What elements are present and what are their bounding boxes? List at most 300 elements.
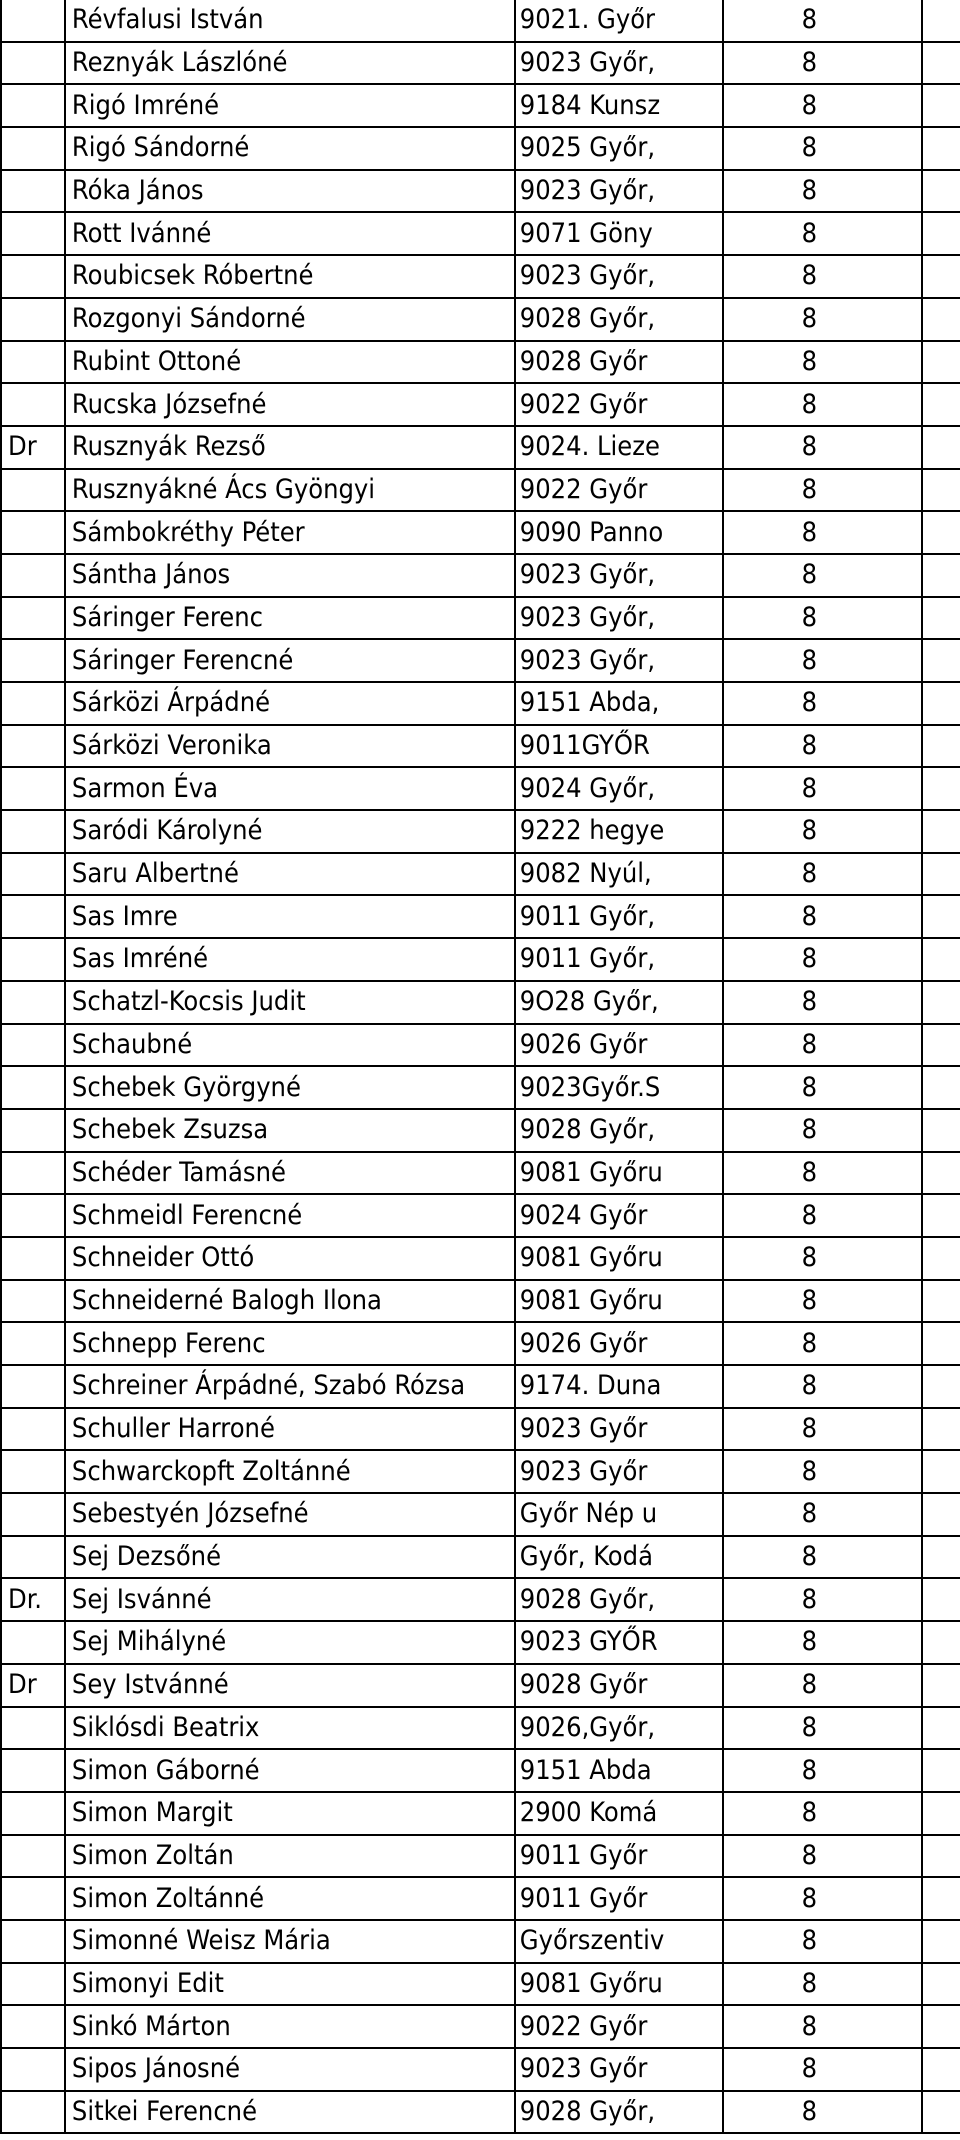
address-cell[interactable]: 9081 Győru	[515, 1152, 723, 1195]
name-cell[interactable]: Sey Istvánné	[65, 1664, 515, 1707]
name-cell[interactable]: Schebek Zsuzsa	[65, 1109, 515, 1152]
table-row	[1, 2091, 960, 2134]
address-cell[interactable]: 9023 Győr,	[515, 170, 723, 213]
value-cell[interactable]: 8	[723, 1322, 923, 1365]
table-row	[1, 853, 960, 896]
prefix-cell[interactable]	[1, 127, 65, 170]
name-cell[interactable]: Roubicsek Róbertné	[65, 255, 515, 298]
value-cell[interactable]: 8	[723, 1493, 923, 1536]
blank-cell[interactable]	[922, 1963, 960, 2006]
name-cell[interactable]: Simon Zoltán	[65, 1835, 515, 1878]
table-row	[1, 298, 960, 341]
name-cell[interactable]: Rott Ivánné	[65, 212, 515, 255]
prefix-cell[interactable]	[1, 1621, 65, 1664]
table-row	[1, 1877, 960, 1920]
blank-cell[interactable]	[922, 212, 960, 255]
table-row	[1, 1664, 960, 1707]
blank-cell[interactable]	[922, 426, 960, 469]
prefix-cell[interactable]	[1, 383, 65, 426]
blank-cell[interactable]	[922, 1493, 960, 1536]
value-cell[interactable]: 8	[723, 469, 923, 512]
blank-cell[interactable]	[922, 1707, 960, 1750]
name-cell[interactable]: Sej Dezsőné	[65, 1536, 515, 1579]
blank-cell[interactable]	[922, 1109, 960, 1152]
blank-cell[interactable]	[922, 1450, 960, 1493]
blank-cell[interactable]	[922, 383, 960, 426]
value-cell[interactable]: 8	[723, 1792, 923, 1835]
address-cell[interactable]: 9026 Győr	[515, 1322, 723, 1365]
table-row	[1, 1237, 960, 1280]
blank-cell[interactable]	[922, 0, 960, 42]
address-cell[interactable]: 9023 GYŐR	[515, 1621, 723, 1664]
value-cell[interactable]: 8	[723, 1365, 923, 1408]
table-row	[1, 1621, 960, 1664]
table-row	[1, 212, 960, 255]
address-cell[interactable]: 9082 Nyúl,	[515, 853, 723, 896]
name-cell[interactable]: Simonné Weisz Mária	[65, 1920, 515, 1963]
table-row	[1, 1066, 960, 1109]
value-cell[interactable]: 8	[723, 810, 923, 853]
blank-cell[interactable]	[922, 810, 960, 853]
address-cell[interactable]: 9028 Győr,	[515, 1578, 723, 1621]
name-cell[interactable]: Sáringer Ferencné	[65, 639, 515, 682]
blank-cell[interactable]	[922, 1152, 960, 1195]
name-cell[interactable]: Sántha János	[65, 554, 515, 597]
address-cell[interactable]: 9023 Győr,	[515, 42, 723, 85]
table-row	[1, 1920, 960, 1963]
name-cell[interactable]: Reznyák Lászlóné	[65, 42, 515, 85]
name-cell[interactable]: Schebek Györgyné	[65, 1066, 515, 1109]
blank-cell[interactable]	[922, 895, 960, 938]
name-cell[interactable]: Schreiner Árpádné, Szabó Rózsa	[65, 1365, 515, 1408]
prefix-cell[interactable]	[1, 895, 65, 938]
prefix-cell[interactable]	[1, 1450, 65, 1493]
prefix-cell[interactable]	[1, 1109, 65, 1152]
blank-cell[interactable]	[922, 1365, 960, 1408]
address-cell[interactable]: 9023 Győr	[515, 1450, 723, 1493]
table-row	[1, 938, 960, 981]
name-cell[interactable]: Simon Margit	[65, 1792, 515, 1835]
address-cell[interactable]: 9024 Győr	[515, 1194, 723, 1237]
value-cell[interactable]: 8	[723, 1109, 923, 1152]
name-cell[interactable]: Sipos Jánosné	[65, 2048, 515, 2091]
prefix-cell[interactable]	[1, 639, 65, 682]
blank-cell[interactable]	[922, 1920, 960, 1963]
prefix-cell[interactable]	[1, 511, 65, 554]
prefix-cell[interactable]	[1, 1280, 65, 1323]
prefix-cell[interactable]	[1, 84, 65, 127]
table-row	[1, 1280, 960, 1323]
value-cell[interactable]: 8	[723, 341, 923, 384]
address-cell[interactable]: 9028 Győr,	[515, 2091, 723, 2134]
prefix-cell[interactable]	[1, 170, 65, 213]
address-cell[interactable]: 9174. Duna	[515, 1365, 723, 1408]
name-cell[interactable]: Sej Mihályné	[65, 1621, 515, 1664]
prefix-cell[interactable]	[1, 469, 65, 512]
value-cell[interactable]: 8	[723, 2091, 923, 2134]
address-cell[interactable]: 9023 Győr,	[515, 255, 723, 298]
blank-cell[interactable]	[922, 597, 960, 640]
table-row	[1, 554, 960, 597]
name-cell[interactable]: Saru Albertné	[65, 853, 515, 896]
name-cell[interactable]: Simon Gáborné	[65, 1749, 515, 1792]
value-cell[interactable]: 8	[723, 42, 923, 85]
address-cell[interactable]: 9022 Győr	[515, 2005, 723, 2048]
prefix-cell[interactable]	[1, 1877, 65, 1920]
name-cell[interactable]: Schuller Harroné	[65, 1408, 515, 1451]
table-row	[1, 1963, 960, 2006]
name-cell[interactable]: Rozgonyi Sándorné	[65, 298, 515, 341]
name-cell[interactable]: Sarmon Éva	[65, 767, 515, 810]
blank-cell[interactable]	[922, 1536, 960, 1579]
address-cell[interactable]: 9090 Panno	[515, 511, 723, 554]
address-cell[interactable]: 9011 Győr	[515, 1835, 723, 1878]
blank-cell[interactable]	[922, 554, 960, 597]
value-cell[interactable]: 8	[723, 212, 923, 255]
value-cell[interactable]: 8	[723, 1621, 923, 1664]
prefix-cell[interactable]	[1, 2005, 65, 2048]
table-row	[1, 127, 960, 170]
table-row	[1, 682, 960, 725]
blank-cell[interactable]	[922, 84, 960, 127]
value-cell[interactable]: 8	[723, 853, 923, 896]
blank-cell[interactable]	[922, 1237, 960, 1280]
prefix-cell[interactable]	[1, 1194, 65, 1237]
value-cell[interactable]: 8	[723, 1194, 923, 1237]
prefix-cell[interactable]	[1, 1024, 65, 1067]
prefix-cell[interactable]	[1, 298, 65, 341]
value-cell[interactable]: 8	[723, 767, 923, 810]
blank-cell[interactable]	[922, 1749, 960, 1792]
value-cell[interactable]: 8	[723, 1066, 923, 1109]
name-cell[interactable]: Sárközi Árpádné	[65, 682, 515, 725]
name-cell[interactable]: Siklósdi Beatrix	[65, 1707, 515, 1750]
table-row	[1, 383, 960, 426]
blank-cell[interactable]	[922, 170, 960, 213]
table-row	[1, 1365, 960, 1408]
name-cell[interactable]: Sáringer Ferenc	[65, 597, 515, 640]
address-cell[interactable]: 9022 Győr	[515, 383, 723, 426]
address-cell[interactable]: 9021. Győr	[515, 0, 723, 42]
prefix-cell[interactable]	[1, 42, 65, 85]
blank-cell[interactable]	[922, 1280, 960, 1323]
value-cell[interactable]: 8	[723, 895, 923, 938]
value-cell[interactable]: 8	[723, 981, 923, 1024]
value-cell[interactable]: 8	[723, 1749, 923, 1792]
prefix-cell[interactable]	[1, 1322, 65, 1365]
table-row	[1, 170, 960, 213]
blank-cell[interactable]	[922, 725, 960, 768]
table-row	[1, 2048, 960, 2091]
table-row	[1, 2005, 960, 2048]
value-cell[interactable]: 8	[723, 1707, 923, 1750]
value-cell[interactable]: 8	[723, 127, 923, 170]
table-row	[1, 0, 960, 42]
address-cell[interactable]: 9026,Győr,	[515, 1707, 723, 1750]
blank-cell[interactable]	[922, 2048, 960, 2091]
name-cell[interactable]: Sas Imréné	[65, 938, 515, 981]
table-row	[1, 1749, 960, 1792]
address-cell[interactable]: 9023 Győr,	[515, 597, 723, 640]
name-cell[interactable]: Sitkei Ferencné	[65, 2091, 515, 2134]
value-cell[interactable]: 8	[723, 554, 923, 597]
value-cell[interactable]: 8	[723, 1835, 923, 1878]
name-cell[interactable]: Schmeidl Ferencné	[65, 1194, 515, 1237]
prefix-cell[interactable]	[1, 725, 65, 768]
table-row	[1, 1024, 960, 1067]
name-cell[interactable]: Rusznyákné Ács Gyöngyi	[65, 469, 515, 512]
prefix-cell[interactable]	[1, 1237, 65, 1280]
value-cell[interactable]: 8	[723, 255, 923, 298]
name-cell[interactable]: Rucska Józsefné	[65, 383, 515, 426]
name-cell[interactable]: Schneiderné Balogh Ilona	[65, 1280, 515, 1323]
prefix-cell[interactable]	[1, 1408, 65, 1451]
value-cell[interactable]: 8	[723, 1024, 923, 1067]
value-cell[interactable]: 8	[723, 938, 923, 981]
prefix-cell[interactable]	[1, 1152, 65, 1195]
prefix-cell[interactable]	[1, 1963, 65, 2006]
name-cell[interactable]: Schaubné	[65, 1024, 515, 1067]
blank-cell[interactable]	[922, 1877, 960, 1920]
table-row	[1, 1835, 960, 1878]
blank-cell[interactable]	[922, 469, 960, 512]
blank-cell[interactable]	[922, 298, 960, 341]
value-cell[interactable]: 8	[723, 1664, 923, 1707]
table-row	[1, 895, 960, 938]
prefix-cell[interactable]	[1, 212, 65, 255]
value-cell[interactable]: 8	[723, 1450, 923, 1493]
blank-cell[interactable]	[922, 511, 960, 554]
prefix-cell[interactable]	[1, 341, 65, 384]
table-row	[1, 1792, 960, 1835]
value-cell[interactable]: 8	[723, 597, 923, 640]
address-cell[interactable]: 9028 Győr,	[515, 298, 723, 341]
address-cell[interactable]: 9184 Kunsz	[515, 84, 723, 127]
address-cell[interactable]: 9023 Győr,	[515, 554, 723, 597]
table-row	[1, 1707, 960, 1750]
blank-cell[interactable]	[922, 1835, 960, 1878]
value-cell[interactable]: 8	[723, 1963, 923, 2006]
blank-cell[interactable]	[922, 767, 960, 810]
address-cell[interactable]: Győr Nép u	[515, 1493, 723, 1536]
table-row	[1, 255, 960, 298]
prefix-cell[interactable]	[1, 1792, 65, 1835]
value-cell[interactable]: 8	[723, 1536, 923, 1579]
blank-cell[interactable]	[922, 1194, 960, 1237]
address-cell[interactable]: 9011 Győr,	[515, 895, 723, 938]
address-cell[interactable]: 9071 Göny	[515, 212, 723, 255]
blank-cell[interactable]	[922, 1578, 960, 1621]
blank-cell[interactable]	[922, 42, 960, 85]
prefix-cell[interactable]	[1, 682, 65, 725]
name-cell[interactable]: Schwarckopft Zoltánné	[65, 1450, 515, 1493]
name-cell[interactable]: Rigó Sándorné	[65, 127, 515, 170]
prefix-cell[interactable]	[1, 1707, 65, 1750]
value-cell[interactable]: 8	[723, 511, 923, 554]
blank-cell[interactable]	[922, 1664, 960, 1707]
address-cell[interactable]: Győrszentiv	[515, 1920, 723, 1963]
name-cell[interactable]: Sinkó Márton	[65, 2005, 515, 2048]
address-cell[interactable]: 9028 Győr	[515, 1664, 723, 1707]
table-row	[1, 469, 960, 512]
name-cell[interactable]: Schatzl-Kocsis Judit	[65, 981, 515, 1024]
address-cell[interactable]: 9222 hegye	[515, 810, 723, 853]
blank-cell[interactable]	[922, 1408, 960, 1451]
address-cell[interactable]: Győr, Kodá	[515, 1536, 723, 1579]
blank-cell[interactable]	[922, 981, 960, 1024]
name-cell[interactable]: Sas Imre	[65, 895, 515, 938]
value-cell[interactable]: 8	[723, 0, 923, 42]
prefix-cell[interactable]	[1, 597, 65, 640]
table-row	[1, 597, 960, 640]
blank-cell[interactable]	[922, 682, 960, 725]
address-cell[interactable]: 9024. Lieze	[515, 426, 723, 469]
address-cell[interactable]: 9011 Győr,	[515, 938, 723, 981]
address-cell[interactable]: 9081 Győru	[515, 1963, 723, 2006]
table-row	[1, 84, 960, 127]
prefix-cell[interactable]	[1, 1365, 65, 1408]
blank-cell[interactable]	[922, 1066, 960, 1109]
blank-cell[interactable]	[922, 1024, 960, 1067]
prefix-cell[interactable]	[1, 1920, 65, 1963]
name-cell[interactable]: Sej Isvánné	[65, 1578, 515, 1621]
address-cell[interactable]: 9023Győr.S	[515, 1066, 723, 1109]
value-cell[interactable]: 8	[723, 2005, 923, 2048]
value-cell[interactable]: 8	[723, 170, 923, 213]
table-row	[1, 42, 960, 85]
address-cell[interactable]: 9028 Győr	[515, 341, 723, 384]
name-cell[interactable]: Rigó Imréné	[65, 84, 515, 127]
prefix-cell[interactable]	[1, 1536, 65, 1579]
address-cell[interactable]: 9023 Győr	[515, 1408, 723, 1451]
address-cell[interactable]: 9028 Győr,	[515, 1109, 723, 1152]
blank-cell[interactable]	[922, 853, 960, 896]
value-cell[interactable]: 8	[723, 298, 923, 341]
value-cell[interactable]: 8	[723, 2048, 923, 2091]
prefix-cell[interactable]	[1, 853, 65, 896]
name-cell[interactable]: Simon Zoltánné	[65, 1877, 515, 1920]
value-cell[interactable]: 8	[723, 1920, 923, 1963]
value-cell[interactable]: 8	[723, 1408, 923, 1451]
blank-cell[interactable]	[922, 127, 960, 170]
address-cell[interactable]: 9025 Győr,	[515, 127, 723, 170]
name-cell[interactable]: Sárközi Veronika	[65, 725, 515, 768]
prefix-cell[interactable]	[1, 554, 65, 597]
value-cell[interactable]: 8	[723, 1877, 923, 1920]
blank-cell[interactable]	[922, 938, 960, 981]
name-cell[interactable]: Rubint Ottoné	[65, 341, 515, 384]
blank-cell[interactable]	[922, 2091, 960, 2134]
prefix-cell[interactable]	[1, 1749, 65, 1792]
table-row	[1, 1322, 960, 1365]
table-row	[1, 1536, 960, 1579]
table-row	[1, 639, 960, 682]
value-cell[interactable]: 8	[723, 383, 923, 426]
prefix-cell[interactable]	[1, 981, 65, 1024]
value-cell[interactable]: 8	[723, 639, 923, 682]
prefix-cell[interactable]	[1, 938, 65, 981]
table-row	[1, 981, 960, 1024]
name-cell[interactable]: Sebestyén Józsefné	[65, 1493, 515, 1536]
prefix-cell[interactable]	[1, 255, 65, 298]
name-cell[interactable]: Révfalusi István	[65, 0, 515, 42]
table-row	[1, 1450, 960, 1493]
name-cell[interactable]: Simonyi Edit	[65, 1963, 515, 2006]
name-cell[interactable]: Rusznyák Rezső	[65, 426, 515, 469]
address-cell[interactable]: 9151 Abda	[515, 1749, 723, 1792]
table-row	[1, 1578, 960, 1621]
blank-cell[interactable]	[922, 2005, 960, 2048]
name-cell[interactable]: Saródi Károlyné	[65, 810, 515, 853]
address-cell[interactable]: 9011 Győr	[515, 1877, 723, 1920]
blank-cell[interactable]	[922, 255, 960, 298]
prefix-cell[interactable]	[1, 767, 65, 810]
address-cell[interactable]: 9081 Győru	[515, 1237, 723, 1280]
blank-cell[interactable]	[922, 341, 960, 384]
value-cell[interactable]: 8	[723, 1152, 923, 1195]
blank-cell[interactable]	[922, 1792, 960, 1835]
prefix-cell[interactable]	[1, 1835, 65, 1878]
table-row	[1, 341, 960, 384]
table-row	[1, 1408, 960, 1451]
prefix-cell[interactable]	[1, 0, 65, 42]
address-cell[interactable]: 9023 Győr	[515, 2048, 723, 2091]
table-row	[1, 1109, 960, 1152]
prefix-cell[interactable]: Dr	[1, 1664, 65, 1707]
value-cell[interactable]: 8	[723, 1578, 923, 1621]
value-cell[interactable]: 8	[723, 84, 923, 127]
address-cell[interactable]: 9026 Győr	[515, 1024, 723, 1067]
value-cell[interactable]: 8	[723, 1237, 923, 1280]
prefix-cell[interactable]	[1, 810, 65, 853]
prefix-cell[interactable]	[1, 1066, 65, 1109]
address-cell[interactable]: 9151 Abda,	[515, 682, 723, 725]
address-cell[interactable]: 9024 Győr,	[515, 767, 723, 810]
value-cell[interactable]: 8	[723, 1280, 923, 1323]
prefix-cell[interactable]	[1, 2091, 65, 2134]
table-row	[1, 810, 960, 853]
table-row	[1, 767, 960, 810]
value-cell[interactable]: 8	[723, 725, 923, 768]
prefix-cell[interactable]: Dr.	[1, 1578, 65, 1621]
value-cell[interactable]: 8	[723, 682, 923, 725]
prefix-cell[interactable]	[1, 2048, 65, 2091]
name-cell[interactable]: Sámbokréthy Péter	[65, 511, 515, 554]
table-row	[1, 1152, 960, 1195]
prefix-cell[interactable]: Dr	[1, 426, 65, 469]
address-cell[interactable]: 9081 Győru	[515, 1280, 723, 1323]
name-cell[interactable]: Schneider Ottó	[65, 1237, 515, 1280]
name-cell[interactable]: Róka János	[65, 170, 515, 213]
address-cell[interactable]: 9O28 Győr,	[515, 981, 723, 1024]
blank-cell[interactable]	[922, 1322, 960, 1365]
address-cell[interactable]: 2900 Komá	[515, 1792, 723, 1835]
table-row	[1, 725, 960, 768]
blank-cell[interactable]	[922, 1621, 960, 1664]
name-cell[interactable]: Schéder Tamásné	[65, 1152, 515, 1195]
address-cell[interactable]: 9022 Győr	[515, 469, 723, 512]
table-row	[1, 1194, 960, 1237]
table-row	[1, 511, 960, 554]
address-cell[interactable]: 9023 Győr,	[515, 639, 723, 682]
name-cell[interactable]: Schnepp Ferenc	[65, 1322, 515, 1365]
table-body	[1, 0, 960, 2133]
prefix-cell[interactable]	[1, 1493, 65, 1536]
value-cell[interactable]: 8	[723, 426, 923, 469]
address-cell[interactable]: 9011GYŐR	[515, 725, 723, 768]
blank-cell[interactable]	[922, 639, 960, 682]
table-row	[1, 426, 960, 469]
